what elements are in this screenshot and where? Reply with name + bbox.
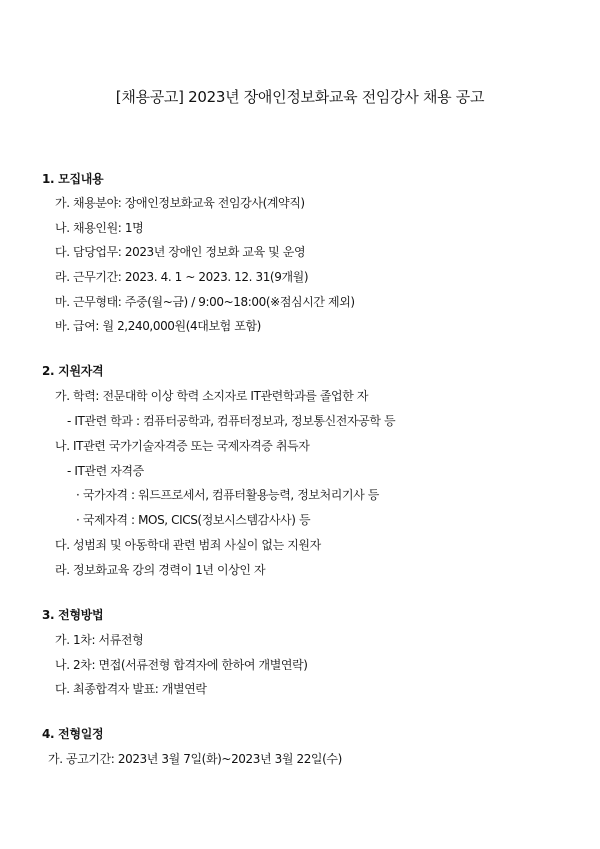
list-item: 다. 최종합격자 발표: 개별연락 bbox=[55, 682, 207, 696]
list-item: 라. 근무기간: 2023. 4. 1 ~ 2023. 12. 31(9개월) bbox=[55, 270, 309, 284]
list-item: 가. 1차: 서류전형 bbox=[55, 633, 144, 647]
list-item: 가. 채용분야: 장애인정보화교육 전임강사(계약직) bbox=[55, 196, 305, 210]
list-item: 다. 담당업무: 2023년 장애인 정보화 교육 및 운영 bbox=[55, 245, 306, 259]
list-sub-sub-item: · 국가자격 : 워드프로세서, 컴퓨터활용능력, 정보처리기사 등 bbox=[76, 488, 379, 502]
list-item: 나. 채용인원: 1명 bbox=[55, 221, 144, 235]
section-heading-schedule: 4. 전형일정 bbox=[42, 727, 104, 741]
list-item: 가. 공고기간: 2023년 3월 7일(화)~2023년 3월 22일(수) bbox=[48, 752, 342, 766]
list-sub-item: - IT관련 자격증 bbox=[67, 464, 144, 478]
list-sub-item: - IT관련 학과 : 컴퓨터공학과, 컴퓨터정보과, 정보통신전자공학 등 bbox=[67, 414, 396, 428]
list-item: 다. 성범죄 및 아동학대 관련 범죄 사실이 없는 지원자 bbox=[55, 538, 321, 552]
section-heading-recruitment: 1. 모집내용 bbox=[42, 172, 104, 186]
list-sub-sub-item: · 국제자격 : MOS, CICS(정보시스템감사사) 등 bbox=[76, 513, 311, 527]
list-item: 나. 2차: 면접(서류전형 합격자에 한하여 개별연락) bbox=[55, 658, 308, 672]
list-item: 가. 학력: 전문대학 이상 학력 소지자로 IT관련학과를 졸업한 자 bbox=[55, 389, 369, 403]
list-item: 마. 근무형태: 주중(월~금) / 9:00~18:00(※점심시간 제외) bbox=[55, 295, 355, 309]
list-item: 라. 정보화교육 강의 경력이 1년 이상인 자 bbox=[55, 563, 266, 577]
section-heading-qualification: 2. 지원자격 bbox=[42, 364, 104, 378]
list-item: 나. IT관련 국가기술자격증 또는 국제자격증 취득자 bbox=[55, 439, 310, 453]
page-title: [채용공고] 2023년 장애인정보화교육 전임강사 채용 공고 bbox=[115, 88, 485, 106]
section-heading-selection-method: 3. 전형방법 bbox=[42, 608, 104, 622]
list-item: 바. 급여: 월 2,240,000원(4대보험 포함) bbox=[55, 319, 261, 333]
